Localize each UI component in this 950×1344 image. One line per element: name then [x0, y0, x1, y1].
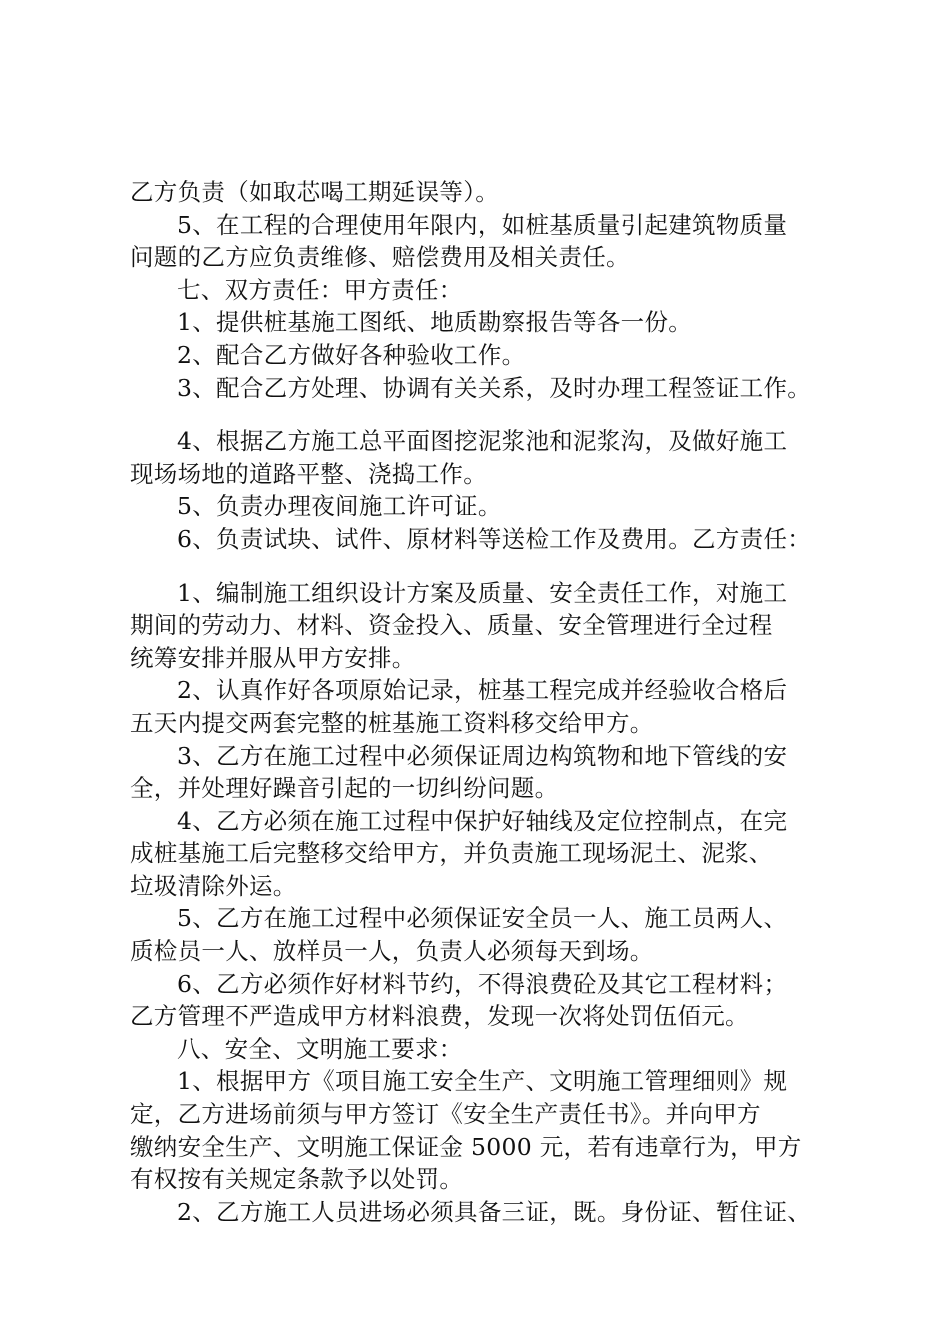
text-line: 5、在工程的合理使用年限内，如桩基质量引起建筑物质量 [177, 210, 788, 239]
text-line: 4、根据乙方施工总平面图挖泥浆池和泥浆沟，及做好施工 [177, 427, 788, 456]
text-line: 垃圾清除外运。 [130, 871, 297, 900]
text-line: 统筹安排并服从甲方安排。 [130, 643, 416, 672]
text-line: 五天内提交两套完整的桩基施工资料移交给甲方。 [130, 708, 654, 737]
text-line: 缴纳安全生产、文明施工保证金 5000 元，若有违章行为，甲方 [130, 1132, 802, 1161]
text-line: 全，并处理好躁音引起的一切纠纷问题。 [130, 774, 559, 803]
text-line: 2、认真作好各项原始记录，桩基工程完成并经验收合格后 [177, 676, 788, 705]
text-line: 6、乙方必须作好材料节约，不得浪费砼及其它工程材料； [177, 969, 788, 998]
text-line: 5、负责办理夜间施工许可证。 [177, 492, 502, 521]
text-line: 七、双方责任：甲方责任： [177, 275, 463, 304]
text-line: 问题的乙方应负责维修、赔偿费用及相关责任。 [130, 243, 630, 272]
document-body [130, 176, 842, 1228]
text-line: 期间的劳动力、材料、资金投入、质量、安全管理进行全过程 [130, 611, 773, 640]
text-line: 4、乙方必须在施工过程中保护好轴线及定位控制点，在完 [177, 806, 788, 835]
paragraph-gap [130, 556, 842, 577]
paragraph-gap [130, 404, 842, 425]
text-line: 1、根据甲方《项目施工安全生产、文明施工管理细则》规 [177, 1067, 788, 1096]
text-line: 5、乙方在施工过程中必须保证安全员一人、施工员两人、 [177, 904, 788, 933]
text-line: 乙方负责（如取芯喝工期延误等）。 [130, 178, 500, 206]
text-line: 3、配合乙方处理、协调有关关系，及时办理工程签证工作。 [177, 373, 812, 402]
text-line: 八、安全、文明施工要求： [177, 1034, 463, 1063]
text-line: 成桩基施工后完整移交给甲方，并负责施工现场泥土、泥浆、 [130, 839, 773, 868]
text-line: 1、提供桩基施工图纸、地质勘察报告等各一份。 [177, 308, 693, 337]
text-line: 6、负责试块、试件、原材料等送检工作及费用。乙方责任： [177, 524, 812, 553]
text-line: 1、编制施工组织设计方案及质量、安全责任工作，对施工 [177, 578, 788, 607]
text-line: 3、乙方在施工过程中必须保证周边构筑物和地下管线的安 [177, 741, 788, 770]
text-line: 有权按有关规定条款予以处罚。 [130, 1165, 464, 1194]
text-line: 定，乙方进场前须与甲方签订《安全生产责任书》。并向甲方 [130, 1100, 761, 1129]
text-line: 2、乙方施工人员进场必须具备三证，既。身份证、暂住证、 [177, 1197, 812, 1226]
text-line: 乙方管理不严造成甲方材料浪费，发现一次将处罚伍佰元。 [130, 1002, 749, 1031]
text-line: 2、配合乙方做好各种验收工作。 [177, 340, 526, 369]
text-line: 质检员一人、放样员一人，负责人必须每天到场。 [130, 937, 654, 966]
text-line: 现场场地的道路平整、浇捣工作。 [130, 459, 487, 488]
